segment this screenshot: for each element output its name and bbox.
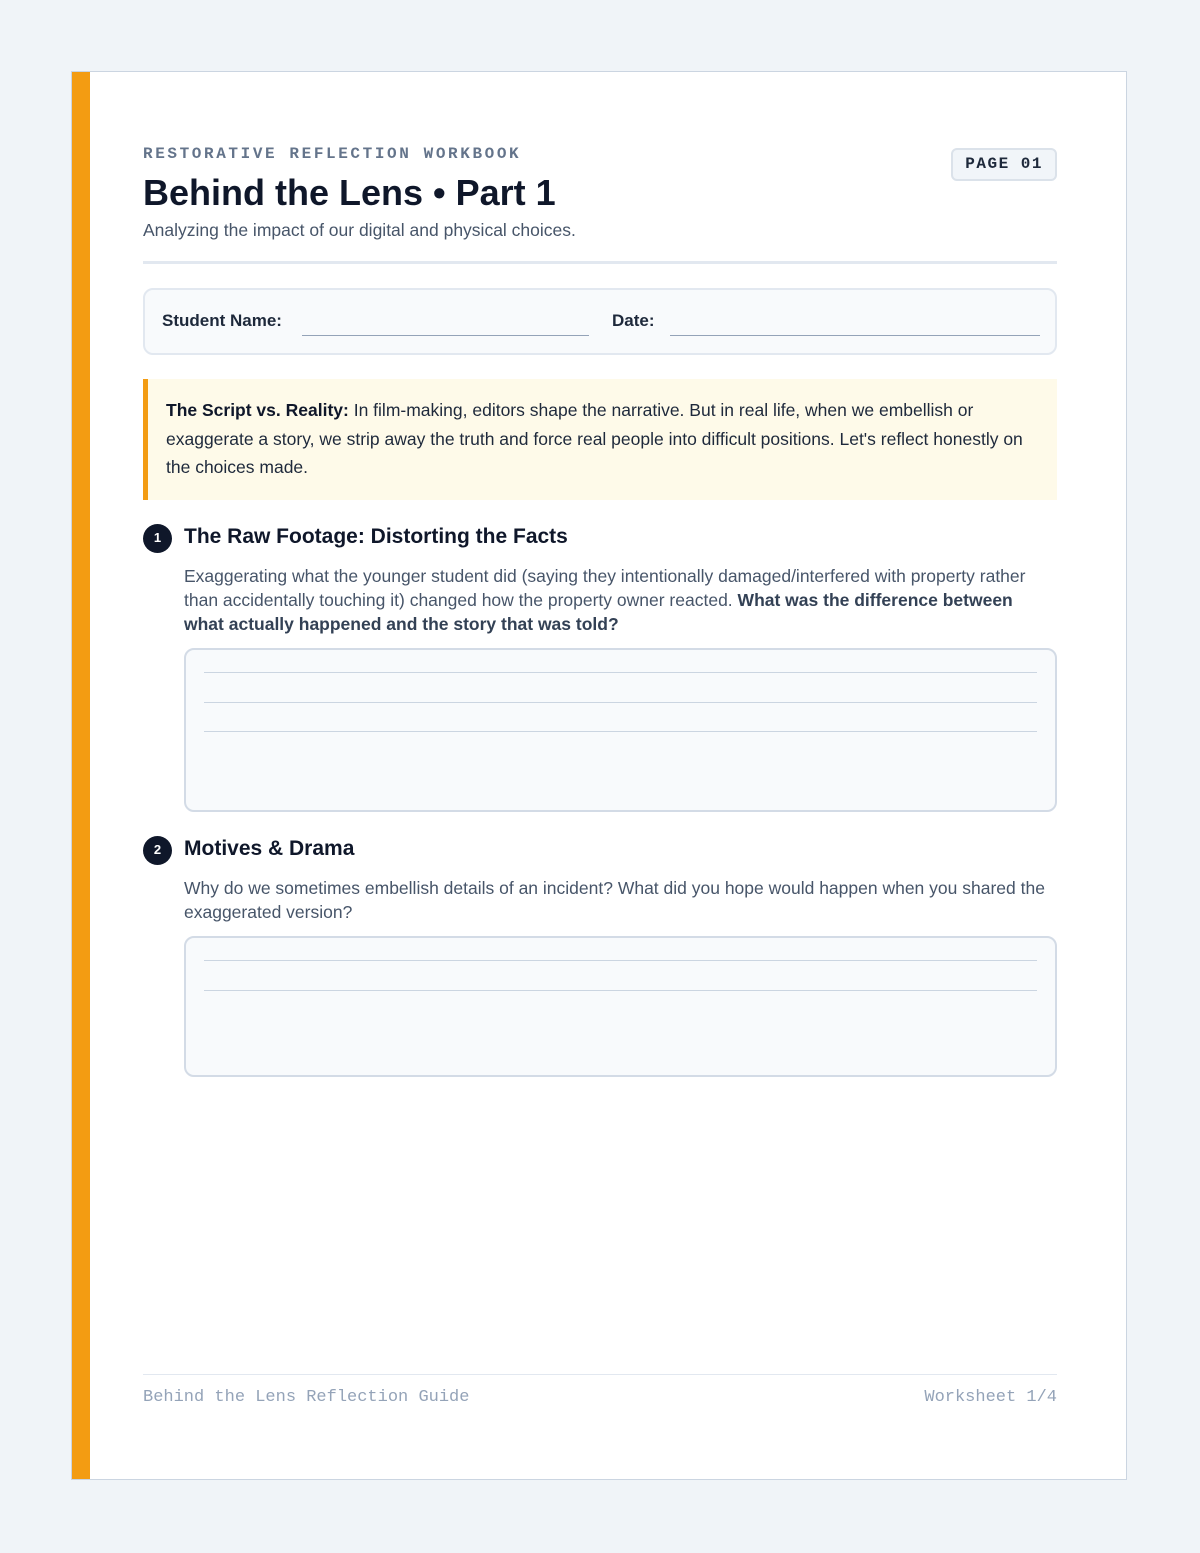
- page-badge: PAGE 01: [951, 148, 1057, 181]
- question-2-prompt: Why do we sometimes embellish details of an incident? What did you hope would happen when you shared the exaggerated version?: [184, 878, 1045, 922]
- header-divider: [143, 261, 1057, 264]
- date-field[interactable]: [670, 335, 1040, 336]
- question-1-emphasis: What was the difference between what actually happened and the story that was told?: [184, 590, 1013, 634]
- question-1-number: 1: [143, 524, 172, 553]
- workbook-eyebrow: RESTORATIVE REFLECTION WORKBOOK: [143, 145, 522, 163]
- footer-worksheet-count: Worksheet 1/4: [924, 1388, 1057, 1407]
- writing-line: [204, 960, 1037, 961]
- callout-text: In film-making, editors shape the narrative. But in real life, when we embellish or exaggerate a story, we strip away the truth and force real people into difficult positions. Let's reflect honestly on the choices made.: [166, 400, 1023, 477]
- question-1-answer-box[interactable]: [184, 648, 1057, 812]
- writing-line: [204, 702, 1037, 703]
- callout-heading: The Script vs. Reality:: [166, 400, 349, 420]
- footer-guide-title: Behind the Lens Reflection Guide: [143, 1388, 470, 1407]
- student-name-field[interactable]: [302, 335, 589, 336]
- question-2-number: 2: [143, 836, 172, 865]
- date-label: Date:: [612, 311, 655, 330]
- student-info-box: [143, 288, 1057, 355]
- page-subtitle: Analyzing the impact of our digital and physical choices.: [143, 220, 576, 240]
- student-name-label: Student Name:: [162, 311, 282, 330]
- writing-line: [204, 731, 1037, 732]
- worksheet-page: [71, 71, 1127, 1480]
- script-vs-reality-callout: [143, 379, 1057, 500]
- footer-divider: [143, 1374, 1057, 1375]
- question-1-title: The Raw Footage: Distorting the Facts: [184, 525, 568, 548]
- writing-line: [204, 672, 1037, 673]
- question-2-title: Motives & Drama: [184, 837, 355, 860]
- question-1-prompt: [184, 564, 1057, 636]
- page-title: Behind the Lens • Part 1: [143, 172, 556, 213]
- question-1-prompt-text: Exaggerating what the younger student did (saying they intentionally damaged/interfered with property rather than accidentally touching it) changed how the property owner reacted.: [184, 566, 1026, 610]
- worksheet-content: [143, 72, 1057, 1479]
- writing-line: [204, 990, 1037, 991]
- question-2-answer-box[interactable]: [184, 936, 1057, 1077]
- accent-bar: [72, 72, 90, 1479]
